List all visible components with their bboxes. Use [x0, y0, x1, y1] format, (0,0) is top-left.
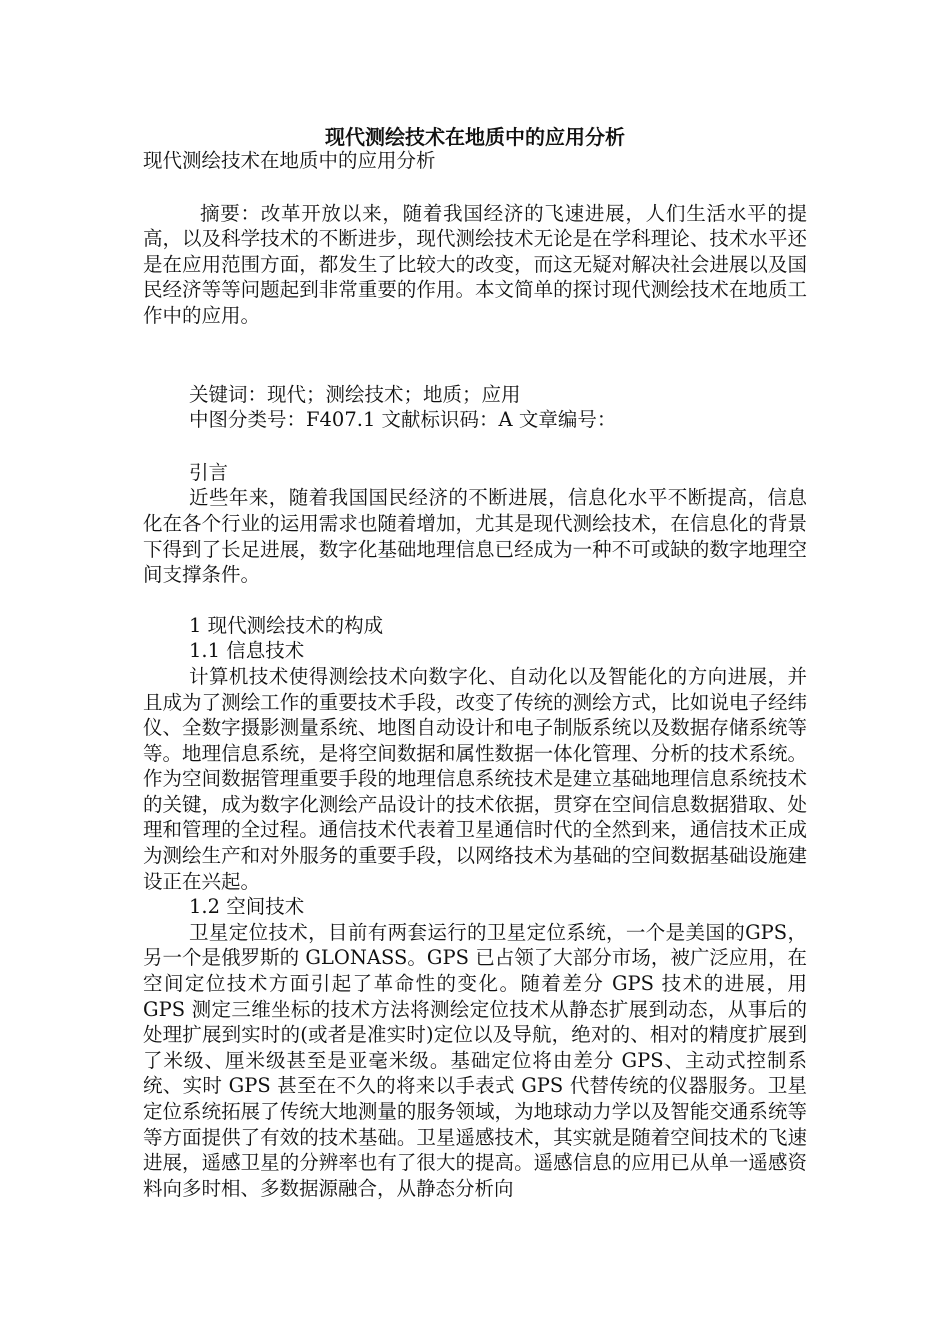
abstract-paragraph: 摘要：改革开放以来，随着我国经济的飞速进展，人们生活水平的提高，以及科学技术的不断进步，现代测绘技术无论是在学科理论、技术水平还是在应用范围方面，都发生了比较大的改变，而这无疑对解决社会进展以及国民经济等等问题起到非常重要的作用。本文简单的探讨现代测绘技术在地质工作中的应用。	[143, 201, 807, 327]
section-1-2-heading: 1.2 空间技术	[189, 895, 305, 919]
section-1-heading: 1 现代测绘技术的构成	[189, 613, 384, 637]
classification-line: 中图分类号：F407.1 文献标识码：A 文章编号：	[189, 408, 617, 432]
intro-paragraph: 近些年来，随着我国国民经济的不断进展，信息化水平不断提高，信息化在各个行业的运用需求也随着增加，尤其是现代测绘技术，在信息化的背景下得到了长足进展，数字化基础地理信息已经成为一种不可或缺的数字地理空间支撑条件。	[143, 486, 807, 587]
keywords-line: 关键词：现代；测绘技术；地质；应用	[189, 382, 521, 406]
document-title: 现代测绘技术在地质中的应用分析	[325, 125, 625, 149]
section-1-1-paragraph: 计算机技术使得测绘技术向数字化、自动化以及智能化的方向进展，并且成为了测绘工作的重要技术手段，改变了传统的测绘方式，比如说电子经纬仪、全数字摄影测量系统、地图自动设计和电子制版系统以及数据存储系统等等。地理信息系统，是将空间数据和属性数据一体化管理、分析的技术系统。作为空间数据管理重要手段的地理信息系统技术是建立基础地理信息系统技术的关键，成为数字化测绘产品设计的技术依据，贯穿在空间信息数据猎取、处理和管理的全过程。通信技术代表着卫星通信时代的全然到来，通信技术正成为测绘生产和对外服务的重要手段，以网络技术为基础的空间数据基础设施建设正在兴起。	[143, 664, 807, 893]
section-1-2-paragraph: 卫星定位技术，目前有两套运行的卫星定位系统，一个是美国的GPS，另一个是俄罗斯的 GLONASS。GPS 已占领了大部分市场，被广泛应用，在空间定位技术方面引起了革命性的变化。随着差分 GPS 技术的进展，用 GPS 测定三维坐标的技术方法将测绘定位技术从静态扩展到动态，从事后的处理扩展到实时的(或者是准实时)定位以及导航，绝对的、相对的精度扩展到了米级、厘米级甚至是亚毫米级。基础定位将由差分 GPS、主动式控制系统、实时 GPS 甚至在不久的将来以手表式 GPS 代替传统的仪器服务。卫星定位系统拓展了传统大地测量的服务领域，为地球动力学以及智能交通系统等等方面提供了有效的技术基础。卫星遥感技术，其实就是随着空间技术的飞速进展，遥感卫星的分辨率也有了很大的提高。遥感信息的应用已从单一遥感资料向多时相、多数据源融合，从静态分析向	[143, 920, 807, 1200]
spacer	[143, 433, 807, 460]
document-body	[143, 148, 807, 1201]
spacer	[143, 174, 807, 201]
intro-heading: 引言	[189, 460, 229, 484]
document-subtitle: 现代测绘技术在地质中的应用分析	[143, 149, 436, 172]
section-1-1-heading: 1.1 信息技术	[189, 639, 305, 663]
spacer	[143, 329, 807, 382]
spacer	[143, 588, 807, 613]
